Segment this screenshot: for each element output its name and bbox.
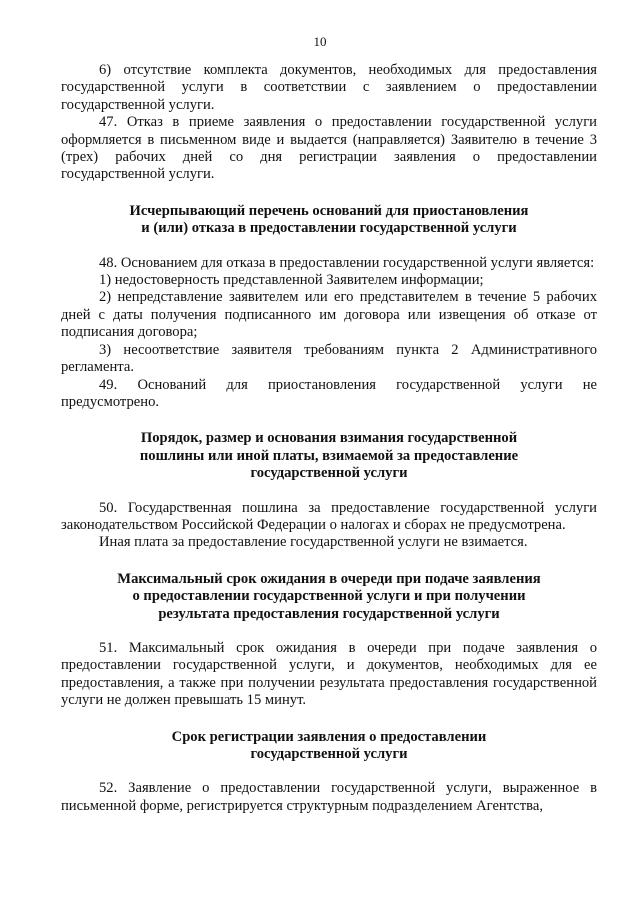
section-heading-queue-time (61, 571, 597, 623)
paragraph-50: 50. Государственная пошлина за предоставление государственной услуги законодательством Российской Федерации о налогах и сборах не предусмотрена. (61, 499, 597, 533)
page-number: 10 (313, 34, 327, 49)
section-heading-state-fee (61, 430, 597, 482)
paragraph-51: 51. Максимальный срок ожидания в очереди при подаче заявления о предоставлении государственной услуги, и документов, необходимых для ее предоставления, а также при получении результата предоставления государственной услуги не должен превышать 15 минут. (61, 639, 597, 709)
paragraph-52: 52. Заявление о предоставлении государственной услуги, выраженное в письменной форме, регистрируется структурным подразделением Агентства, (61, 780, 597, 814)
paragraph-48-item-3: 3) несоответствие заявителя требованиям пункта 2 Административного регламента. (61, 341, 597, 376)
heading-line: Порядок, размер и основания взимания государственной (140, 430, 518, 447)
document-body (61, 62, 597, 815)
heading-line: и (или) отказа в предоставлении государственной услуги (141, 220, 517, 237)
heading-line: государственной услуги (250, 465, 408, 482)
section-heading-grounds-for-refusal (61, 203, 597, 238)
paragraph-item-6: 6) отсутствие комплекта документов, необходимых для предоставления государственной услуги в соответствии с заявлением о предоставлении государственной услуги. (61, 62, 597, 113)
section-heading-registration-term (61, 729, 597, 764)
heading-line: государственной услуги (250, 746, 408, 762)
paragraph-48-item-2: 2) непредставление заявителем или его представителем в течение 5 рабочих дней с даты получения подписанного им договора или извещения об отказе от подписания договора; (61, 289, 597, 341)
heading-line: пошлины или иной платы, взимаемой за предоставление (139, 447, 519, 464)
paragraph-50-other-fee: Иная плата за предоставление государственной услуги не взимается. (99, 534, 528, 551)
paragraph-48: 48. Основанием для отказа в предоставлении государственной услуги является: (99, 254, 595, 271)
heading-line: Исчерпывающий перечень оснований для приостановления (129, 202, 529, 219)
heading-line: Максимальный срок ожидания в очереди при подаче заявления (117, 570, 541, 587)
heading-line: о предоставлении государственной услуги и при получении (132, 588, 526, 605)
paragraph-47: 47. Отказ в приеме заявления о предоставлении государственной услуги оформляется в письменном виде и выдается (направляется) Заявителю в течение 3 (трех) рабочих дней со дня регистрации заявления о предоставлении государственной услуги. (61, 114, 597, 183)
paragraph-48-item-1: 1) недостоверность представленной Заявителем информации; (99, 272, 484, 289)
heading-line: Срок регистрации заявления о предоставлении (171, 728, 487, 745)
paragraph-49: 49. Оснований для приостановления государственной услуги не предусмотрено. (61, 376, 597, 410)
heading-line: результата предоставления государственной услуги (158, 605, 500, 622)
